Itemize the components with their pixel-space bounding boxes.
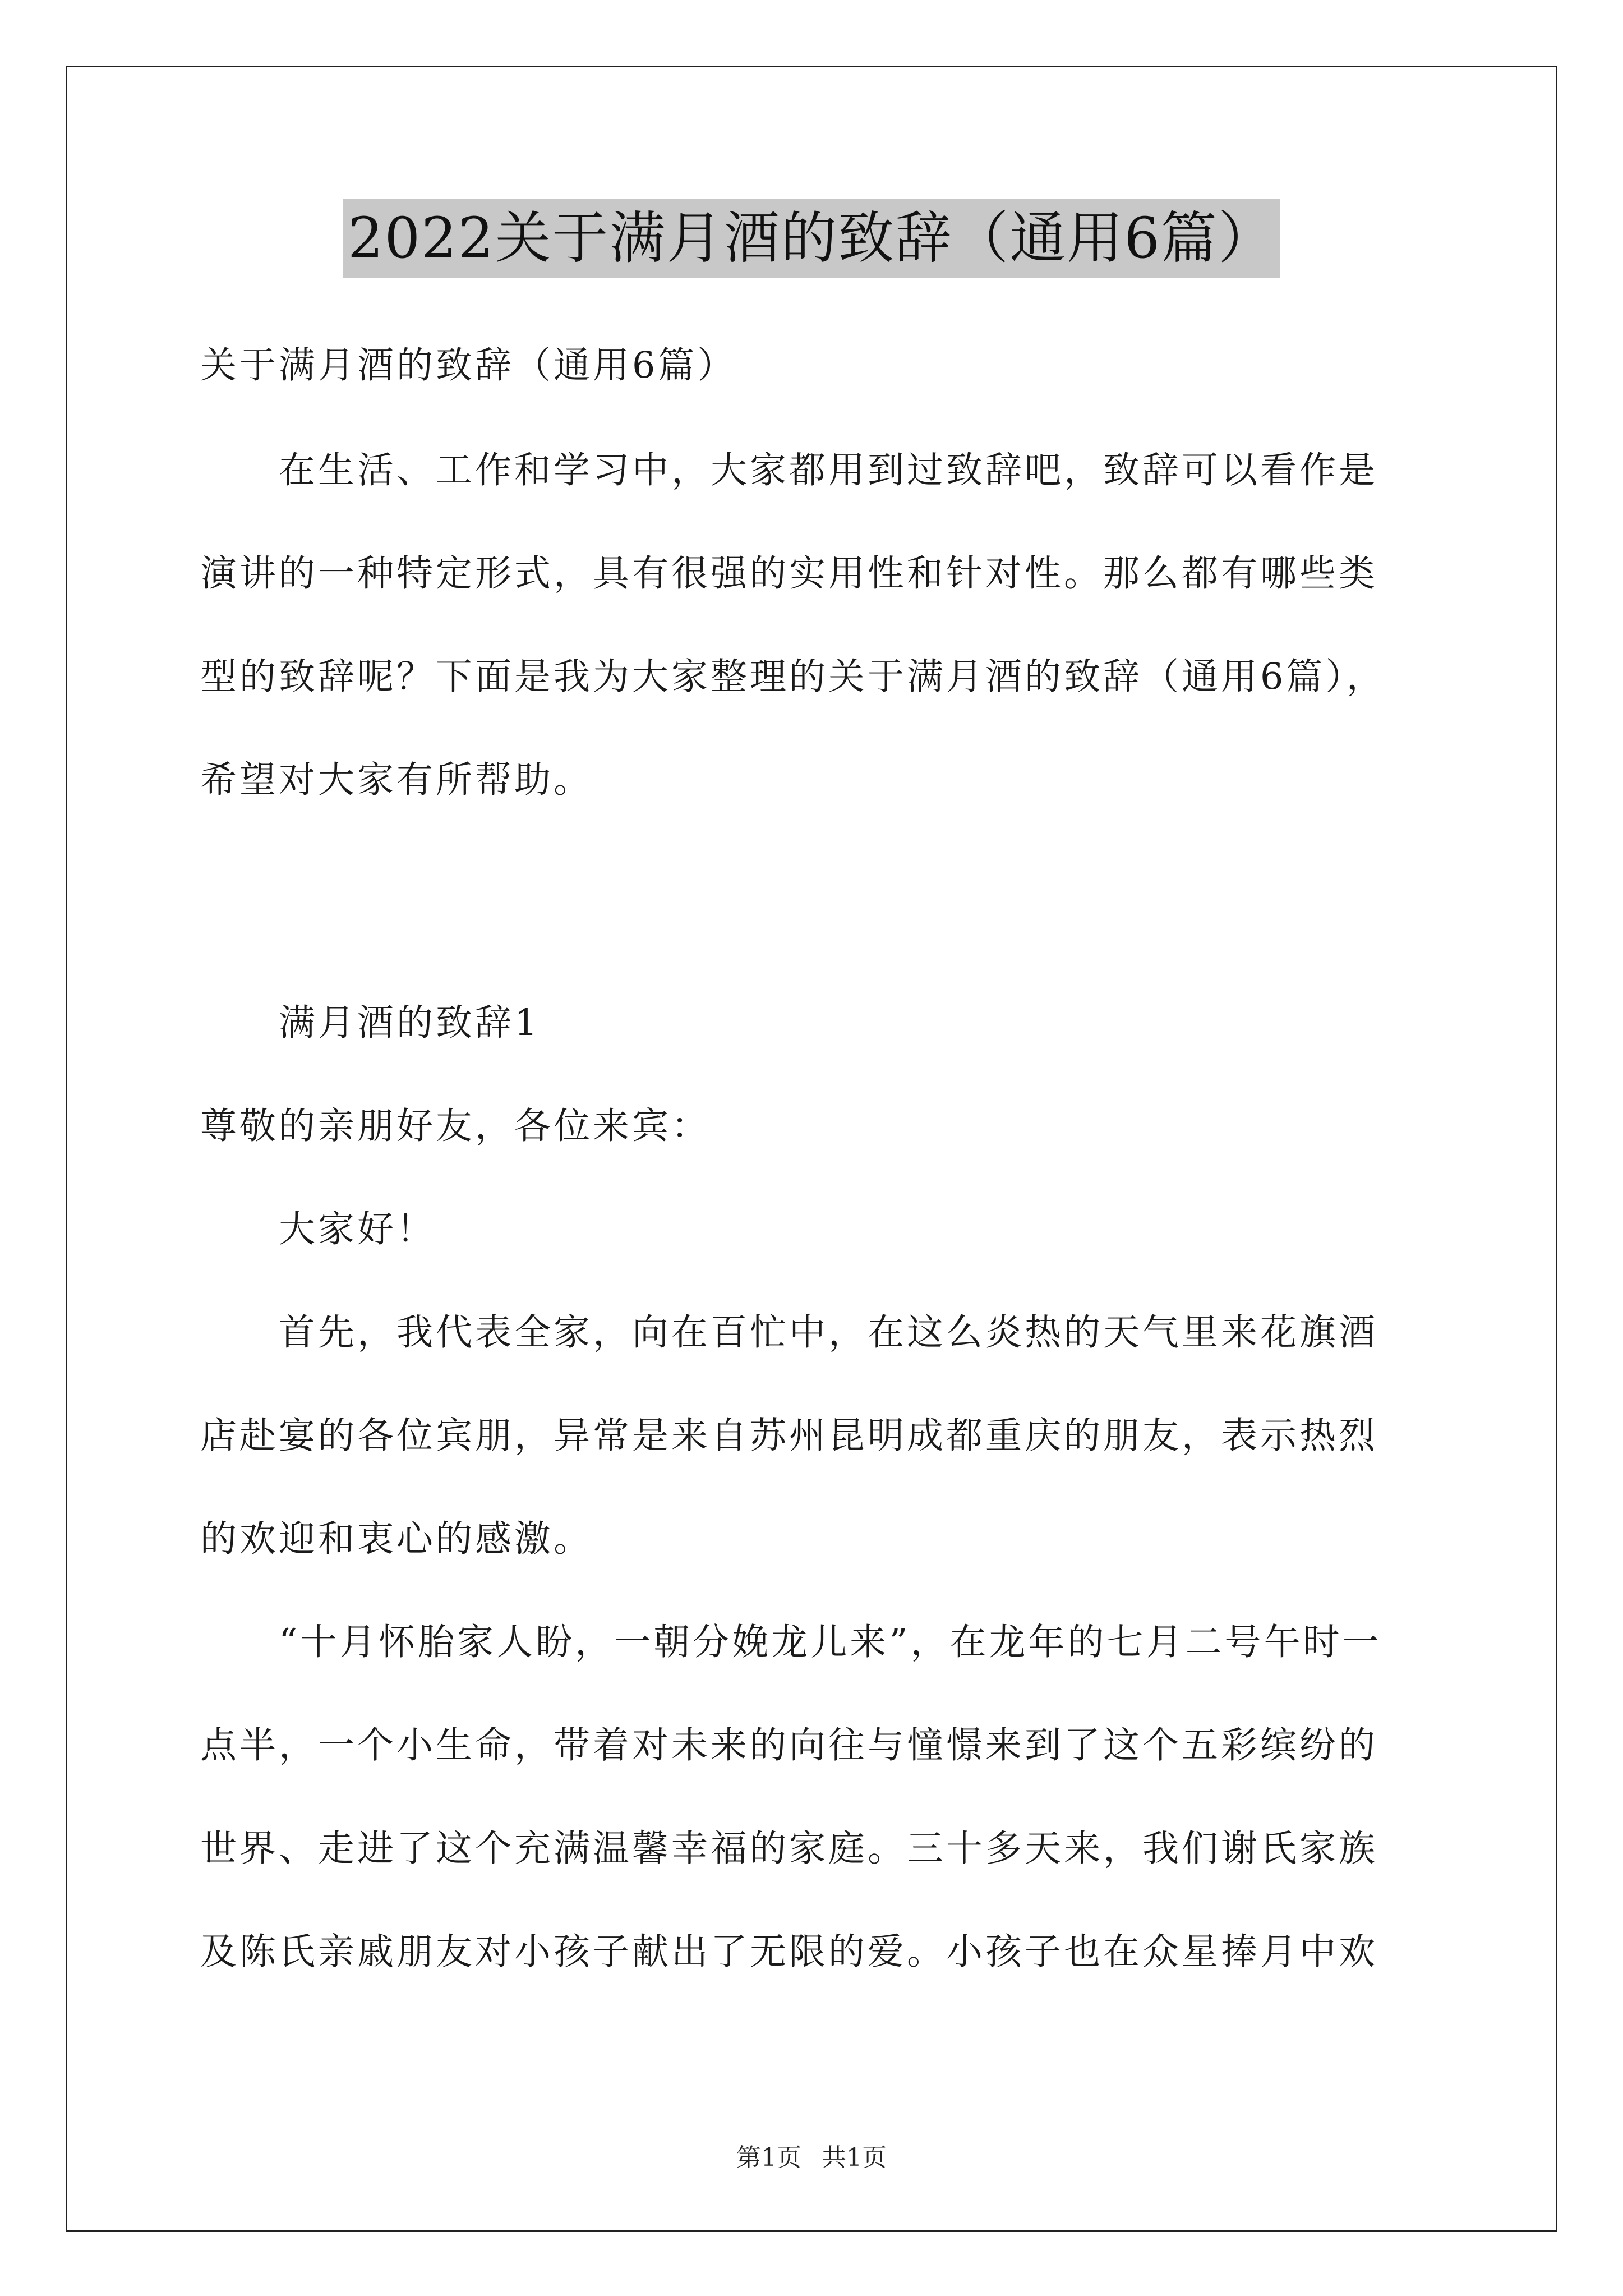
page-number: 第1页	[736, 2143, 801, 2172]
page-footer	[0, 2137, 1623, 2173]
greeting: 大家好！	[200, 1208, 436, 1250]
intro-line-1: 在生活、工作和学习中，大家都用到过致辞吧，致辞可以看作是	[200, 449, 1378, 491]
salutation: 尊敬的亲朋好友，各位来宾：	[200, 1105, 711, 1147]
paragraph1-line-3: 的欢迎和衷心的感激。	[200, 1518, 593, 1560]
paragraph1-line-2: 店赴宴的各位宾朋，异常是来自苏州昆明成都重庆的朋友，表示热烈	[200, 1415, 1378, 1457]
paragraph1-line-1: 首先，我代表全家，向在百忙中，在这么炎热的天气里来花旗酒	[200, 1312, 1378, 1354]
intro-line-3: 型的致辞呢？下面是我为大家整理的关于满月酒的致辞（通用6篇），	[200, 656, 1386, 698]
document-subtitle: 关于满月酒的致辞（通用6篇）	[200, 344, 737, 386]
section-heading: 满月酒的致辞1	[200, 1002, 541, 1044]
paragraph2-line-2: 点半，一个小生命，带着对未来的向往与憧憬来到了这个五彩缤纷的	[200, 1724, 1378, 1766]
intro-line-4: 希望对大家有所帮助。	[200, 759, 593, 801]
page-total: 共1页	[822, 2143, 887, 2172]
title-container	[0, 199, 1623, 278]
paragraph2-line-4: 及陈氏亲戚朋友对小孩子献出了无限的爱。小孩子也在众星捧月中欢	[200, 1931, 1378, 1973]
paragraph2-line-1: “十月怀胎家人盼，一朝分娩龙儿来”，在龙年的七月二号午时一	[200, 1621, 1382, 1663]
document-title: 2022关于满月酒的致辞（通用6篇）	[343, 199, 1280, 278]
paragraph2-line-3: 世界、走进了这个充满温馨幸福的家庭。三十多天来，我们谢氏家族	[200, 1828, 1378, 1870]
intro-line-2: 演讲的一种特定形式，具有很强的实用性和针对性。那么都有哪些类	[200, 553, 1378, 595]
